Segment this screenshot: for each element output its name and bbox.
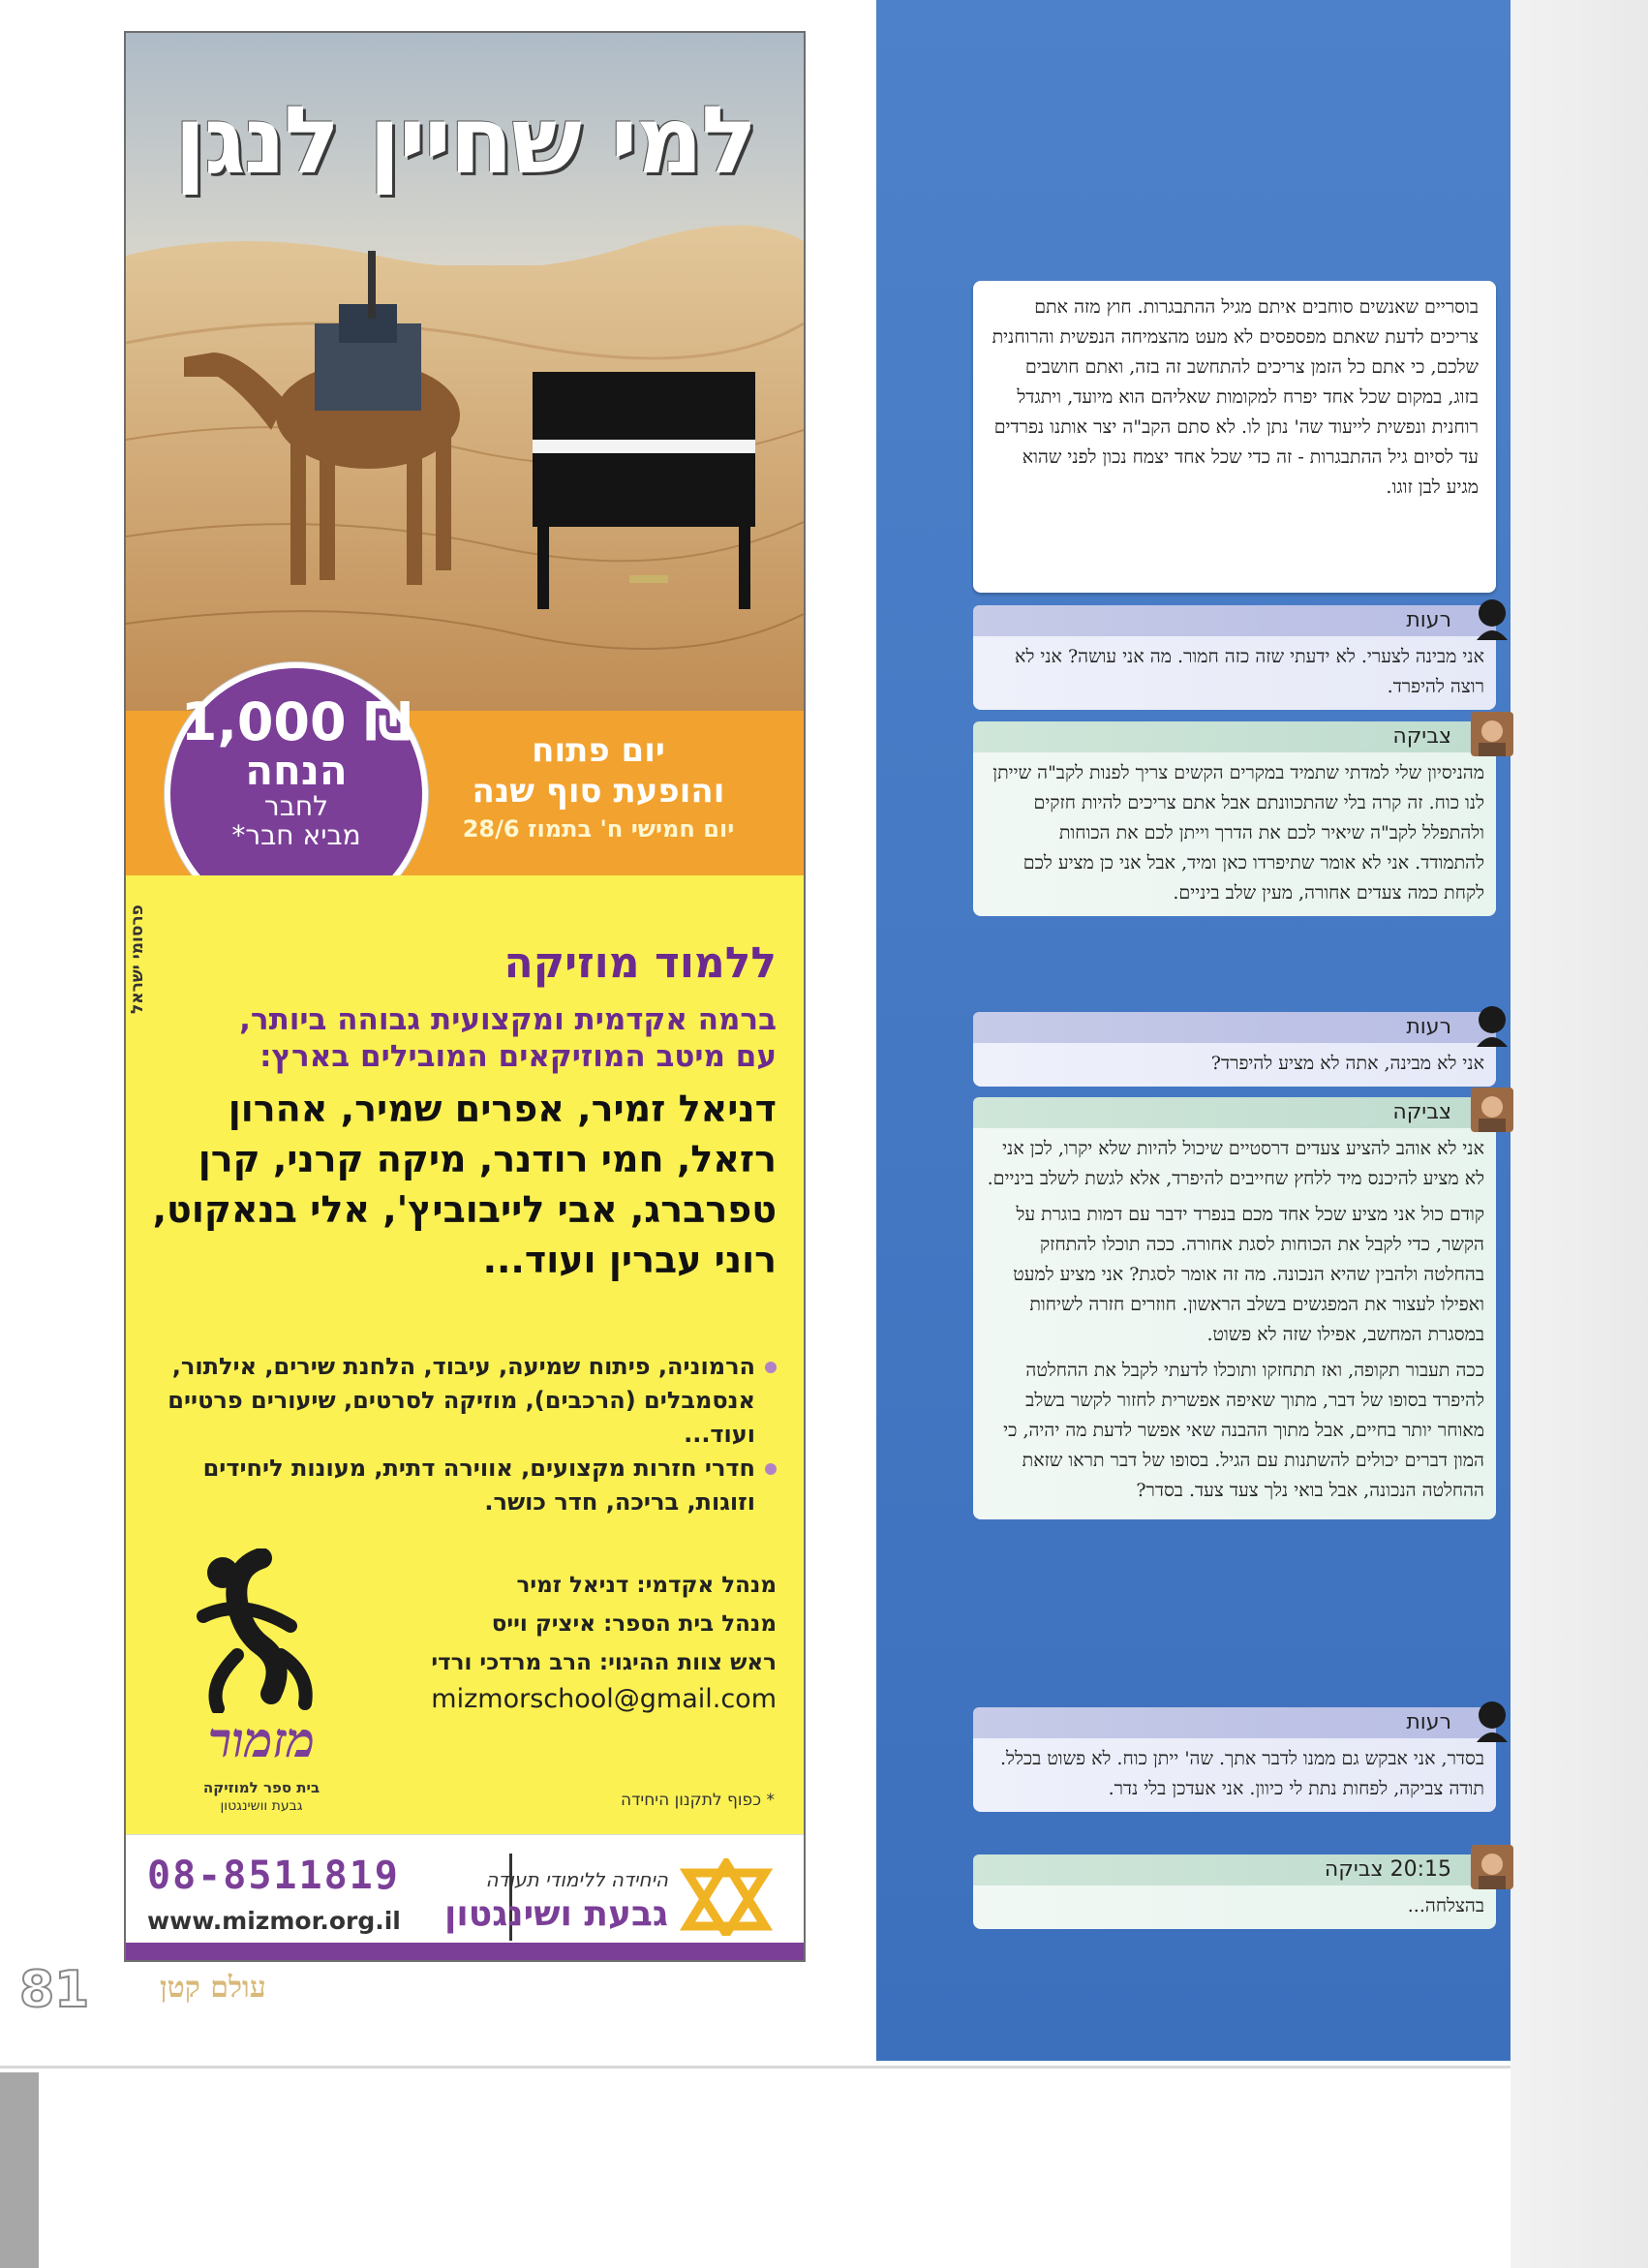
ad-footnote: * כפוף לתקנון היחידה <box>621 1791 775 1810</box>
learn-music-heading: ללמוד מוזיקה <box>504 938 777 988</box>
message-header <box>973 605 1496 636</box>
open-day-title: יום פתוח <box>532 731 665 770</box>
chat-message <box>973 605 1496 710</box>
contact-phone: 08-8511819 <box>147 1854 400 1898</box>
contact-email: mizmorschool@gmail.com <box>431 1684 777 1714</box>
chat-message <box>973 1097 1496 1519</box>
chat-message <box>973 1012 1496 1087</box>
sender-name: רעות <box>1406 608 1451 632</box>
logo-wordmark: מזמור <box>207 1711 316 1768</box>
feature-item <box>137 1452 777 1519</box>
message-header <box>973 721 1496 752</box>
mizmor-advertisement <box>124 31 806 1962</box>
message-header <box>973 1012 1496 1043</box>
chat-message <box>973 1707 1496 1812</box>
page-edge <box>0 2066 1511 2069</box>
message-body: מהניסיון שלי למדתי שתמיד במקרים הקשים צריך לפנות לקב"ה שייתן לנו כוח. זה קרה בלי שהתכוונתם אבל אתם צריכים להיות חזקים ולהתפלל לקב"ה שיאיר לכם את הדרך וייתן לכם את הכוחות להתמודד. אני לא אומר שתיפרדו כאן ומיד, אבל אני כן מציע לכם לקחת כמה צעדים אחורה, מעין שלב ביניים. <box>973 752 1496 916</box>
feature-text-2: חדרי חזרות מקצועים, אווירה דתית, מעונות ליחידים וזוגות, בריכה, חדר כושר. <box>202 1455 755 1516</box>
message-header <box>973 1707 1496 1738</box>
staff-steering-head: ראש צוות ההיגוי: הרב מרדכי ורדי <box>431 1650 777 1675</box>
silhouette-avatar-icon <box>1471 1002 1513 1047</box>
sender-name <box>1325 1857 1451 1882</box>
message-header <box>973 1097 1496 1128</box>
scan-binding <box>0 2072 39 2268</box>
open-day-subtitle: והופעת סוף שנה <box>472 772 725 811</box>
photo-avatar-icon <box>1471 1088 1513 1132</box>
ad-bottom-bar <box>126 1943 804 1960</box>
staff-list <box>431 1566 777 1682</box>
unit-name: גבעת ושינגטון <box>444 1894 668 1934</box>
open-day-announcement <box>414 730 782 843</box>
message-body: אני מבינה לצערי. לא ידעתי שזה כזה חמור. מה אני עושה? אני לא רוצה להיפרד. <box>973 636 1496 710</box>
bullet-icon <box>765 1463 777 1475</box>
chat-message <box>973 1854 1496 1929</box>
discount-line-2: מביא חבר* <box>231 819 361 851</box>
ad-credit: פרסומי ישראל <box>128 904 147 1014</box>
message-body: אני לא מבינה, אתה לא מציע להיפרד? <box>973 1043 1496 1087</box>
contact-website: www.mizmor.org.il <box>147 1907 401 1935</box>
feature-item <box>137 1350 777 1452</box>
sender-name: רעות <box>1406 1015 1451 1039</box>
feature-text-1: הרמוניה, פיתוח שמיעה, עיבוד, הלחנת שירים, אילתור, אנסמבלים (הרכבים), מוזיקה לסרטים, שיעורים פרטיים ועוד... <box>168 1353 755 1448</box>
open-day-date: יום חמישי ח' בתמוז 28/6 <box>462 815 735 843</box>
message-paragraph-1: אני לא אוהב להציע צעדים דרסטיים שיכול להיות שלא יקרו, לכן אני לא מציע להיכנס מיד ללחץ שחייבים להיפרד, אלא לגשת לשלב ביניים. <box>987 1138 1484 1189</box>
features-list <box>137 1350 777 1519</box>
staff-school-director: מנהל בית הספר: איציק וייס <box>491 1611 777 1637</box>
message-paragraph-3: ככה תעבור תקופה, ואז תתחזקו ותוכלו לדעתי לקבל את ההחלטה להיפרד בסופו של דבר, מתוך שאיפה אפשרית לחזור לקשר בשלב מאוחר יותר בחיים, אבל מתוך ההבנה שאי אפשר לדעת מה יהיה, כי המון דברים יכולים להשתנות עם הגיל. בסופו של דבר תראו שזאת ההחלטה הנכונה, אבל בואי נלך צעד צעד. בסדר? <box>1003 1360 1484 1501</box>
silhouette-avatar-icon <box>1471 596 1513 640</box>
photo-avatar-icon <box>1471 1845 1513 1889</box>
chat-intro-text: בוסריים שאנשים סוחבים איתם מגיל ההתבגרות. חוץ מזה אתם צריכים לדעת שאתם מפספסים לא מעט מהצמיחה הנפשית והרוחנית שלכם, כי אתם כל הזמן צריכים להתחשב זה בזה, ואתם חושבים בזוג, במקום שכל אחד יפרח למקומות שאליהם הוא מיועד, ויתגדל רוחנית ונפשית לייעוד שה' נתן לו. לא סתם הקב"ה יצר אותנו נפרדים עד לסיום גיל ההתבגרות - זה כדי שכל אחד יצמח נכון לפני שהוא מגיע לבן זוגו. <box>973 281 1496 593</box>
discount-label: הנחה <box>245 747 348 794</box>
learn-music-subheading <box>157 1001 777 1075</box>
discount-amount: ₪ 1,000 <box>180 691 412 752</box>
staff-academic-director: מנהל אקדמי: דניאל זמיר <box>516 1573 777 1598</box>
learn-sub-line-1: ברמה אקדמית ומקצועית גבוהה ביותר, <box>239 1002 777 1037</box>
logo-location: גבעת וושינגטון <box>220 1798 303 1814</box>
discount-line-1: לחבר <box>263 790 329 822</box>
sender-name: צביקה <box>1392 724 1451 749</box>
logo-tagline: בית ספר למוזיקה <box>202 1779 320 1796</box>
sender-name: צביקה <box>1392 1100 1451 1124</box>
mizmor-logo <box>145 1548 397 1829</box>
message-header <box>973 1854 1496 1885</box>
message-time: 20:15 <box>1389 1857 1451 1882</box>
message-body: בסדר, אני אבקש גם ממנו לדבר אתך. שה' ייתן כוח. לא פשוט בכלל. תודה צביקה, לפחות נתת לי כיוון. אני אעדכן בלי נדר. <box>973 1738 1496 1812</box>
message-body <box>973 1128 1496 1519</box>
teachers-list: דניאל זמיר, אפרים שמיר, אהרון רזאל, חמי רודנר, מיקה קרני, קרן טפרברג, אבי לייבוביץ', אלי בנאקוט, רוני עברין ועוד... <box>152 1088 777 1281</box>
ad-headline: למי שחיין לנגן <box>173 86 756 195</box>
silhouette-avatar-icon <box>1471 1698 1513 1742</box>
chat-message <box>973 721 1496 916</box>
message-body: בהצלחה... <box>973 1885 1496 1929</box>
message-paragraph-2: קודם כול אני מציע שכל אחד מכם בנפרד ידבר עם דמות בוגרת על הקשר, כדי לקבל את הכוחות לסגת אחורה. ככה תוכלו להתחזק בהחלטה ולהבין שהיא הנכונה. מה זה אומר לסגת? אני מציע למעט ואפילו לעצור את המפגשים בשלב הראשון. חוזרים חזרה לשיחות במסגרת המחשב, אפילו שזה לא פשוט. <box>1013 1204 1484 1345</box>
sender-name-text: צביקה <box>1324 1857 1384 1882</box>
page-number: 81 <box>19 1961 90 2019</box>
magazine-logo: עולם קטן <box>160 1971 266 2005</box>
dancing-figure-icon <box>145 1548 378 1713</box>
bullet-icon <box>765 1362 777 1373</box>
learn-sub-line-2: עם מיטב המוזיקאים המובילים בארץ: <box>259 1039 777 1074</box>
scan-margin <box>1511 0 1648 2268</box>
star-of-david-icon <box>678 1858 775 1936</box>
unit-label: היחידה ללימודי תעודה <box>485 1868 668 1891</box>
photo-avatar-icon <box>1471 712 1513 756</box>
sender-name: רעות <box>1406 1710 1451 1734</box>
